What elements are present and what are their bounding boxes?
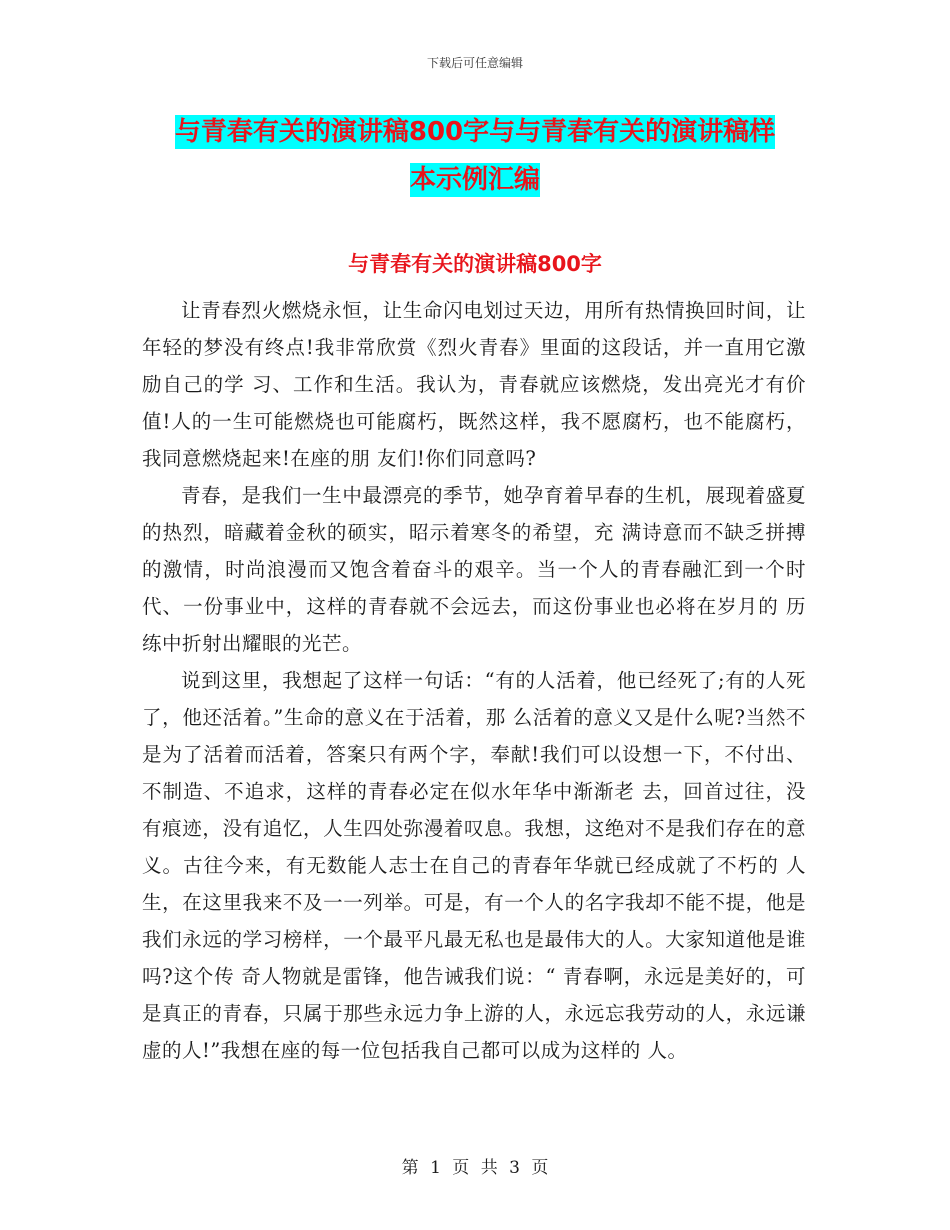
page-footer: 第 1 页 共 3 页: [401, 1158, 549, 1178]
paragraph-2: 青春，是我们一生中最漂亮的季节，她孕育着早春的生机，展现着盛夏的热烈，暗藏着金秋的硕实，昭示着寒冬的希望，充 满诗意而不缺乏拼搏的激情，时尚浪漫而又饱含着奋斗的艰辛。当一个人的青春融汇到一个时代、一份事业中，这样的青春就不会远去，而这份事业也必将在岁月的 历练中折射出耀眼的光芒。: [142, 484, 806, 655]
document-title-line-2: 本示例汇编: [409, 165, 540, 195]
paragraph-1: 让青春烈火燃烧永恒，让生命闪电划过天边，用所有热情换回时间，让年轻的梦没有终点!我非常欣赏《烈火青春》里面的这段话，并一直用它激励自己的学 习、工作和生活。我认为，青春就应该燃烧，发出亮光才有价值!人的一生可能燃烧也可能腐朽，既然这样，我不愿腐朽，也不能腐朽，我同意燃烧起来!在座的朋 友们!你们同意吗?: [142, 299, 806, 470]
document-title-line-1: 与青春有关的演讲稿800字与与青春有关的演讲稿样: [174, 117, 776, 147]
document-title: [140, 108, 810, 204]
section-title: 与青春有关的演讲稿800字: [348, 252, 602, 276]
paragraph-3: 说到这里，我想起了这样一句话：“有的人活着，他已经死了;有的人死了，他还活着。”生命的意义在于活着，那 么活着的意义又是什么呢?当然不是为了活着而活着，答案只有两个字，奉献!我们可以设想一下，不付出、不制造、不追求，这样的青春必定在似水年华中渐渐老 去，回首过往，没有痕迹，没有追忆，人生四处弥漫着叹息。我想，这绝对不是我们存在的意义。古往今来，有无数能人志士在自己的青春年华就已经成就了不朽的 人生，在这里我来不及一一列举。可是，有一个人的名字我却不能不提，他是我们永远的学习榜样，一个最平凡最无私也是最伟大的人。大家知道他是谁吗?这个传 奇人物就是雷锋，他告诫我们说：“ 青春啊，永远是美好的，可是真正的青春，只属于那些永远力争上游的人，永远忘我劳动的人，永远谦虚的人!”我想在座的每一位包括我自己都可以成为这样的 人。: [142, 669, 806, 1062]
body-text: [142, 292, 806, 1069]
header-note: 下载后可任意编辑: [426, 56, 523, 70]
